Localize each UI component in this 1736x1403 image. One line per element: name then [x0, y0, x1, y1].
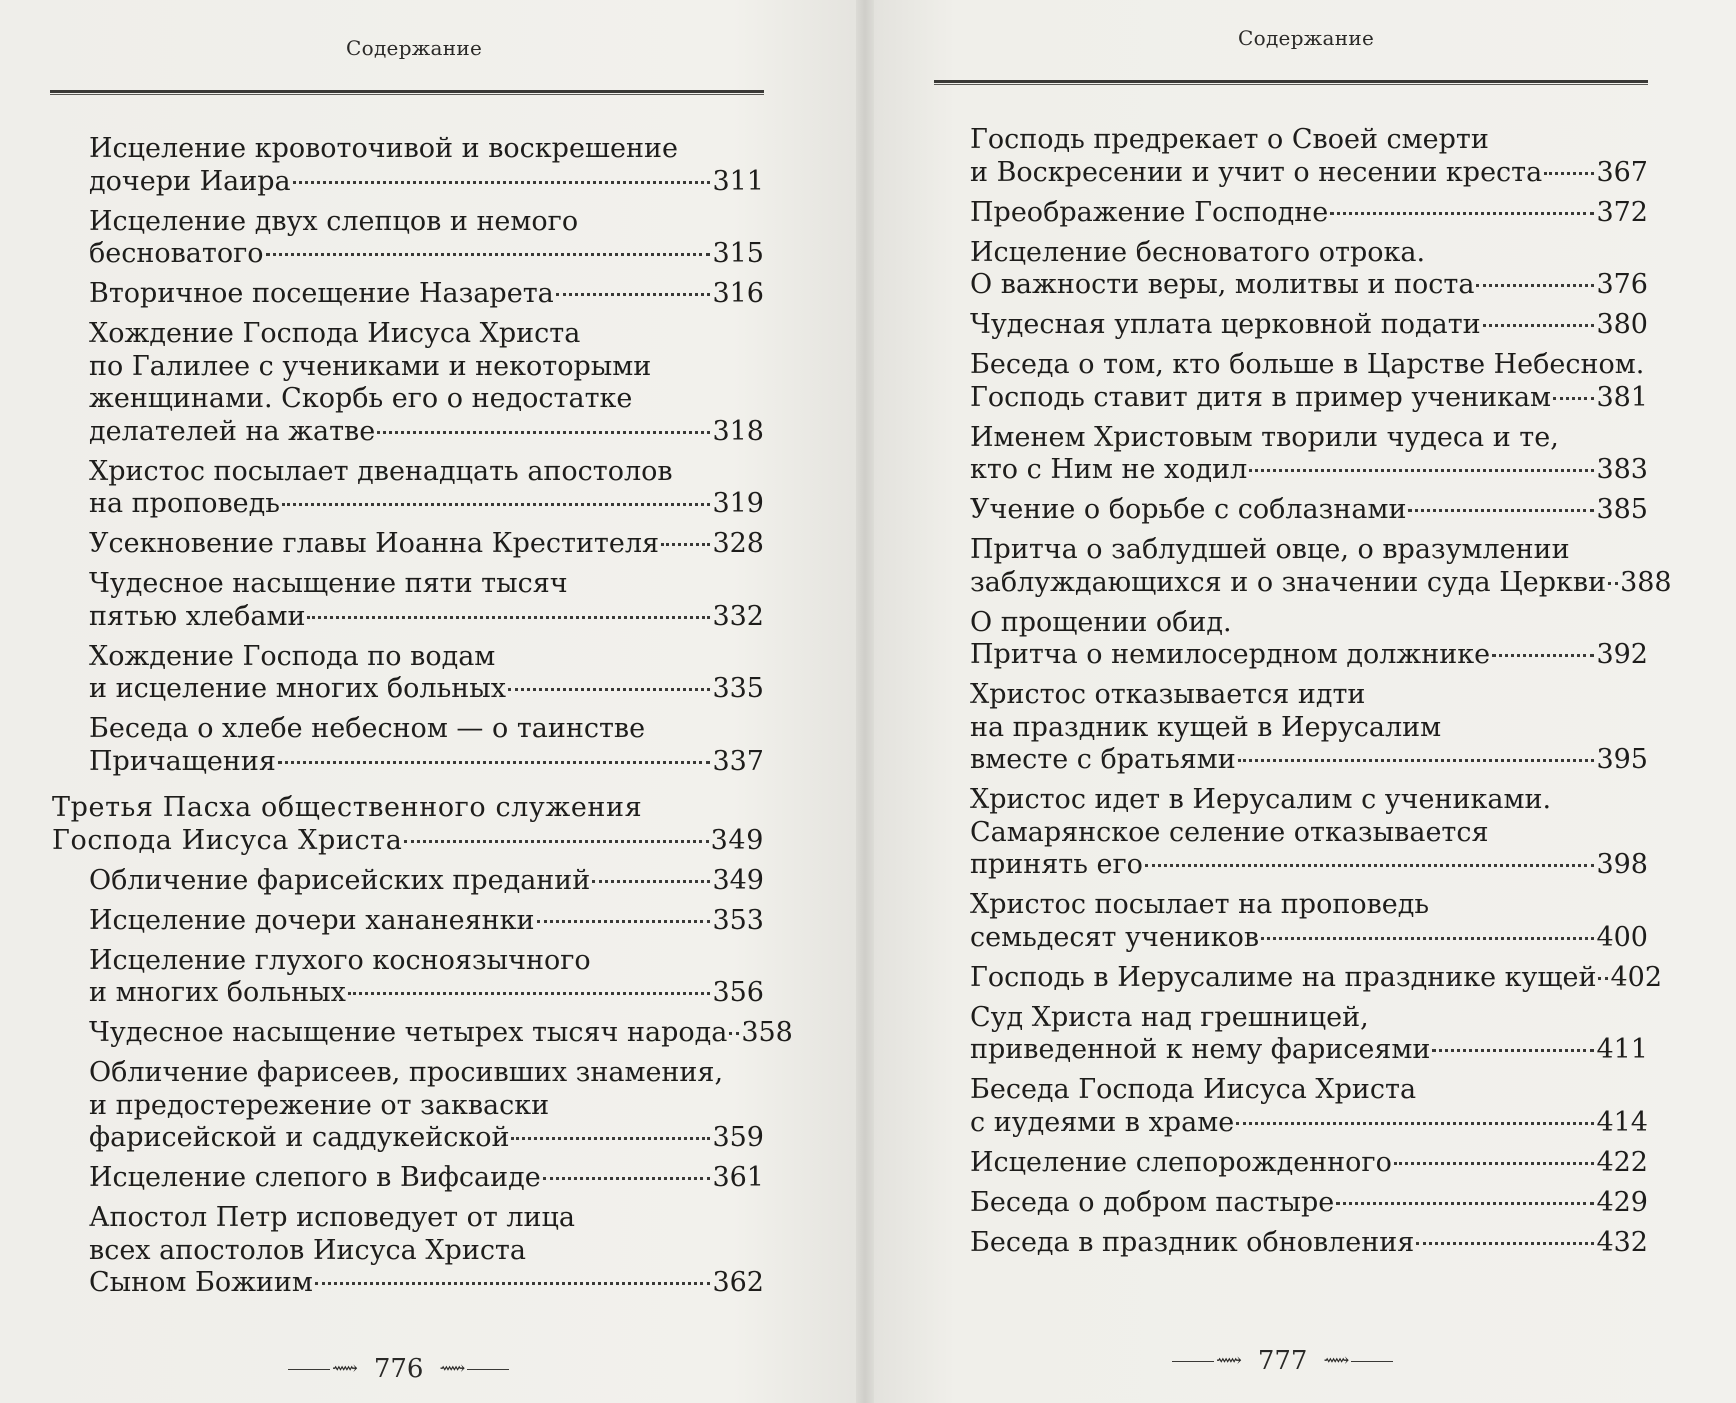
toc-entry-leader-row — [89, 1122, 764, 1155]
toc-entry-leader-row — [89, 1162, 764, 1195]
toc-entry — [52, 528, 764, 561]
right-folio — [1172, 1346, 1393, 1376]
ornament-right-icon: ⟿ — [1321, 1352, 1393, 1370]
toc-entry — [970, 1227, 1648, 1260]
dot-leader — [729, 1031, 739, 1035]
ornament-right-icon: ⟿ — [437, 1360, 509, 1378]
toc-entry-leader-row — [970, 639, 1648, 672]
toc-entry-title-line: Исцеление слепорожденного — [970, 1146, 1392, 1178]
toc-entry-title-line: женщинами. Скорбь его о недостатке — [89, 383, 633, 414]
toc-entry — [52, 905, 764, 938]
toc-entry — [52, 456, 764, 521]
toc-entry-title-line: Хождение Господа по водам — [89, 640, 496, 672]
dot-leader — [661, 542, 710, 546]
toc-entry-leader-row — [89, 278, 764, 311]
toc-entry — [970, 961, 1663, 995]
toc-entry-leader-row — [89, 865, 764, 898]
toc-entry-title-line: Притча о немилосердном должнике — [970, 639, 1491, 670]
dot-leader — [1261, 936, 1594, 940]
toc-entry-leader-row — [970, 1147, 1648, 1180]
dot-leader — [307, 615, 710, 619]
toc-page-number: 353 — [712, 904, 764, 936]
toc-entry-title-line: Обличение фарисейских преданий — [89, 864, 591, 896]
toc-page-number: 422 — [1596, 1146, 1648, 1178]
toc-entry — [970, 534, 1672, 599]
toc-entry-title-line: и исцеление многих больных — [89, 673, 506, 704]
toc-entry-leader-row — [89, 746, 764, 779]
toc-entry-leader-row — [970, 744, 1648, 777]
toc-entry-title-line: и предостережение от закваски — [89, 1089, 550, 1121]
toc-page-number: 414 — [1596, 1106, 1648, 1138]
toc-entry-title-line: Господь предрекает о Своей смерти — [970, 124, 1489, 155]
toc-entry — [970, 1074, 1648, 1139]
toc-entry-leader-row — [89, 488, 764, 521]
toc-entry — [970, 784, 1648, 882]
dot-leader — [1145, 863, 1595, 867]
toc-page-number: 402 — [1610, 961, 1663, 993]
toc-entry — [52, 1057, 764, 1155]
toc-entry — [970, 679, 1648, 777]
toc-entry-title-line: Господа Иисуса Христа — [52, 824, 403, 856]
toc-entry-leader-row — [970, 849, 1648, 882]
toc-entry-leader-row — [89, 1017, 793, 1050]
toc-entry-leader-row — [970, 566, 1672, 600]
toc-entry-title-line: Чудесное насыщение пяти тысяч — [89, 568, 568, 599]
toc-entry — [970, 309, 1648, 342]
dot-leader — [1249, 468, 1594, 472]
toc-page-number: 400 — [1596, 921, 1648, 953]
dot-leader — [348, 991, 711, 995]
toc-entry-title-line: Усекновение главы Иоанна Крестителя — [89, 528, 660, 559]
toc-entry — [52, 1162, 764, 1195]
toc-entry-leader-row — [89, 673, 764, 706]
toc-entry-title-line: Притча о заблудшей овце, о вразумлении — [970, 534, 1570, 565]
toc-entry — [52, 568, 764, 633]
toc-entry-title-line: Апостол Петр исповедует от лица — [89, 1202, 576, 1233]
toc-page-number: 398 — [1596, 849, 1648, 880]
toc-entry-title-line: Исцеление двух слепцов и немого — [89, 205, 579, 237]
toc-page-number: 361 — [712, 1162, 764, 1193]
toc-entry — [52, 713, 764, 778]
dot-leader — [282, 502, 710, 506]
toc-entry-title-line: фарисейской и саддукейской — [89, 1122, 510, 1153]
dot-leader — [508, 687, 710, 691]
toc-entry — [52, 1202, 764, 1300]
dot-leader — [293, 180, 711, 184]
toc-page-number: 356 — [712, 977, 764, 1008]
dot-leader — [511, 1136, 710, 1140]
dot-leader — [556, 292, 711, 296]
toc-page-number: 383 — [1596, 454, 1648, 485]
toc-page-number: 362 — [712, 1267, 764, 1298]
dot-leader — [1416, 1241, 1594, 1245]
toc-page-number: 385 — [1596, 494, 1648, 525]
toc-page-number: 411 — [1596, 1034, 1648, 1065]
toc-entry-title-line: Исцеление глухого косноязычного — [89, 944, 591, 976]
toc-page-number: 372 — [1596, 196, 1648, 228]
toc-page-number: 318 — [712, 415, 764, 447]
toc-entry — [970, 237, 1648, 302]
toc-entry-leader-row — [970, 1227, 1648, 1260]
toc-entry-leader-row — [970, 157, 1648, 190]
toc-entry-leader-row — [970, 197, 1648, 230]
toc-entry-title-line: пятью хлебами — [89, 600, 306, 632]
toc-entry-title-line: и Воскресении и учит о несении креста — [970, 156, 1543, 188]
toc-entry-leader-row — [89, 1267, 764, 1300]
toc-entry-title-line: Беседа о хлебе небесном — о таинстве — [89, 713, 646, 744]
toc-entry-title-line: Беседа Господа Иисуса Христа — [970, 1074, 1417, 1105]
toc-entry-leader-row — [89, 528, 764, 561]
toc-entry — [970, 889, 1648, 954]
toc-entry-title-line: Беседа в праздник обновления — [970, 1226, 1415, 1258]
dot-leader — [1608, 581, 1618, 585]
toc-entry — [970, 1002, 1648, 1067]
dot-leader — [1483, 323, 1595, 327]
toc-page-number: 429 — [1596, 1186, 1648, 1218]
dot-leader — [1432, 1048, 1594, 1052]
toc-page-number: 388 — [1620, 566, 1672, 598]
toc-page-number: 392 — [1596, 639, 1648, 670]
toc-page-number: 381 — [1596, 381, 1648, 413]
toc-entry-title-line: Христос идет в Иерусалим с учениками. — [970, 784, 1552, 815]
toc-entry-leader-row — [970, 922, 1648, 955]
toc-entry — [970, 1187, 1648, 1220]
toc-entry-title-line: принять его — [970, 849, 1143, 880]
dot-leader — [592, 879, 710, 883]
toc-entry-title-line: Причащения — [89, 745, 276, 777]
toc-entry — [970, 124, 1648, 189]
toc-entry-title-line: Суд Христа над грешницей, — [970, 1001, 1369, 1033]
left-running-head: Содержание — [346, 36, 483, 60]
toc-page-number: 337 — [712, 745, 764, 777]
toc-entry-leader-row — [970, 1034, 1648, 1067]
book-gutter — [856, 0, 874, 1403]
left-folio — [288, 1354, 509, 1384]
toc-entry-title-line: Господь в Иерусалиме на празднике кущей — [970, 961, 1597, 993]
toc-entry-leader-row — [970, 382, 1648, 415]
toc-entry-title-line: вместе с братьями — [970, 744, 1236, 775]
dot-leader — [266, 252, 711, 256]
toc-entry-title-line: на праздник кущей в Иерусалим — [970, 711, 1442, 743]
toc-entry-title-line: Обличение фарисеев, просивших знамения, — [89, 1057, 724, 1088]
dot-leader — [1336, 1201, 1594, 1205]
toc-entry-title-line: Исцеление дочери хананеянки — [89, 904, 535, 936]
toc-entry — [52, 133, 764, 198]
toc-entry — [970, 1147, 1648, 1180]
toc-entry-title-line: Чудесное насыщение четырех тысяч народа — [89, 1017, 728, 1048]
toc-entry-leader-row — [970, 454, 1648, 487]
toc-page-number: 335 — [712, 673, 764, 704]
toc-entry-title-line: Беседа о добром пастыре — [970, 1186, 1335, 1218]
toc-entry-title-line: Сыном Божиим — [89, 1267, 313, 1298]
toc-entry-title-line: Вторичное посещение Назарета — [89, 278, 554, 309]
toc-entry-title-line: Исцеление бесноватого отрока. — [970, 236, 1426, 268]
ornament-left-icon: ⟿ — [288, 1360, 360, 1378]
toc-entry — [52, 865, 764, 898]
toc-page-number: 359 — [712, 1122, 764, 1153]
toc-page-number: 349 — [710, 824, 764, 856]
toc-entry-title-line: Христос отказывается идти — [970, 679, 1366, 710]
right-page-number: 777 — [1257, 1346, 1308, 1376]
toc-entry — [970, 197, 1648, 230]
toc-entry-leader-row — [970, 961, 1663, 995]
toc-entry-leader-row — [970, 269, 1648, 302]
toc-page-number: 395 — [1596, 744, 1648, 775]
dot-leader — [1330, 211, 1594, 215]
toc-entry — [970, 494, 1648, 527]
toc-entry-leader-row — [89, 166, 764, 199]
left-page-number: 776 — [373, 1354, 424, 1384]
toc-page-number: 349 — [712, 864, 764, 896]
toc-entry-title-line: Исцеление кровоточивой и воскрешение — [89, 133, 678, 164]
left-header-rule — [50, 90, 764, 95]
right-toc-list — [970, 124, 1672, 1267]
toc-entry-leader-row — [52, 825, 764, 858]
toc-entry — [970, 607, 1648, 672]
dot-leader — [1492, 653, 1594, 657]
toc-page-number: 332 — [712, 600, 764, 632]
toc-entry-title-line: Самарянское селение отказывается — [970, 816, 1489, 848]
toc-entry-leader-row — [89, 977, 764, 1010]
dot-leader — [1476, 283, 1594, 287]
toc-page-number: 380 — [1596, 309, 1648, 340]
toc-entry-title-line: на проповедь — [89, 488, 280, 519]
toc-entry-leader-row — [89, 601, 764, 634]
dot-leader — [278, 760, 711, 764]
toc-entry-title-line: Христос посылает двенадцать апостолов — [89, 455, 673, 487]
toc-entry-title-line: всех апостолов Иисуса Христа — [89, 1234, 526, 1266]
toc-entry-leader-row — [970, 309, 1648, 342]
toc-entry-title-line: Христос посылает на проповедь — [970, 889, 1430, 920]
toc-entry-title-line: приведенной к нему фарисеями — [970, 1034, 1431, 1065]
toc-entry — [52, 278, 764, 311]
toc-entry-leader-row — [89, 416, 764, 449]
toc-entry-leader-row — [970, 494, 1648, 527]
dot-leader — [1236, 1121, 1594, 1125]
toc-entry — [52, 206, 764, 271]
toc-entry-title-line: бесноватого — [89, 238, 264, 269]
toc-entry-title-line: семьдесят учеников — [970, 921, 1260, 953]
dot-leader — [537, 919, 711, 923]
toc-entry-title-line: заблуждающихся и о значении суда Церкви — [970, 566, 1607, 598]
toc-entry-title-line: Хождение Господа Иисуса Христа — [89, 318, 581, 349]
toc-entry-leader-row — [970, 1187, 1648, 1220]
toc-entry-title-line: кто с Ним не ходил — [970, 454, 1248, 485]
toc-entry — [52, 945, 764, 1010]
dot-leader — [1408, 508, 1594, 512]
toc-page-number: 432 — [1596, 1226, 1648, 1258]
toc-entry-title-line: О важности веры, молитвы и поста — [970, 269, 1475, 300]
right-running-head: Содержание — [1238, 26, 1375, 50]
toc-entry — [52, 1017, 793, 1050]
toc-page-number: 376 — [1596, 269, 1648, 300]
toc-page-number: 311 — [712, 165, 764, 197]
right-header-rule — [934, 80, 1648, 85]
toc-entry-title-line: Чудесная уплата церковной подати — [970, 309, 1481, 340]
toc-page-number: 367 — [1596, 156, 1648, 188]
toc-entry-title-line: Именем Христовым творили чудеса и те, — [970, 421, 1559, 453]
toc-entry-title-line: О прощении обид. — [970, 606, 1232, 638]
ornament-left-icon: ⟿ — [1172, 1352, 1244, 1370]
toc-entry-title-line: Исцеление слепого в Вифсаиде — [89, 1162, 541, 1193]
dot-leader — [1598, 976, 1608, 980]
dot-leader — [1544, 171, 1594, 175]
toc-page-number: 358 — [741, 1017, 793, 1048]
toc-entry — [970, 422, 1648, 487]
toc-entry-title-line: дочери Иаира — [89, 165, 291, 197]
toc-section-entry — [52, 792, 764, 857]
dot-leader — [404, 839, 708, 843]
toc-entry — [970, 349, 1648, 414]
toc-entry-title-line: Третья Пасха общественного служения — [52, 792, 643, 823]
toc-entry-title-line: Беседа о том, кто больше в Царстве Небесном. — [970, 349, 1645, 380]
toc-page-number: 315 — [712, 238, 764, 269]
toc-entry-leader-row — [970, 1107, 1648, 1140]
dot-leader — [543, 1176, 711, 1180]
dot-leader — [1553, 396, 1594, 400]
dot-leader — [377, 430, 710, 434]
toc-entry — [52, 318, 764, 448]
toc-page-number: 316 — [712, 278, 764, 309]
toc-page-number: 319 — [712, 488, 764, 519]
toc-entry-title-line: Учение о борьбе с соблазнами — [970, 494, 1407, 525]
toc-entry — [52, 641, 764, 706]
toc-entry-title-line: с иудеями в храме — [970, 1106, 1235, 1138]
left-toc-list — [52, 133, 793, 1307]
toc-entry-title-line: по Галилее с учениками и некоторыми — [89, 350, 652, 382]
toc-entry-title-line: Господь ставит дитя в пример ученикам — [970, 381, 1552, 413]
toc-entry-title-line: Преображение Господне — [970, 196, 1329, 228]
dot-leader — [1238, 758, 1595, 762]
toc-entry-title-line: делателей на жатве — [89, 415, 376, 447]
dot-leader — [1394, 1161, 1595, 1165]
toc-entry-title-line: и многих больных — [89, 977, 346, 1008]
toc-entry-leader-row — [89, 905, 764, 938]
toc-page-number: 328 — [712, 528, 764, 559]
dot-leader — [315, 1281, 711, 1285]
toc-entry-leader-row — [89, 238, 764, 271]
